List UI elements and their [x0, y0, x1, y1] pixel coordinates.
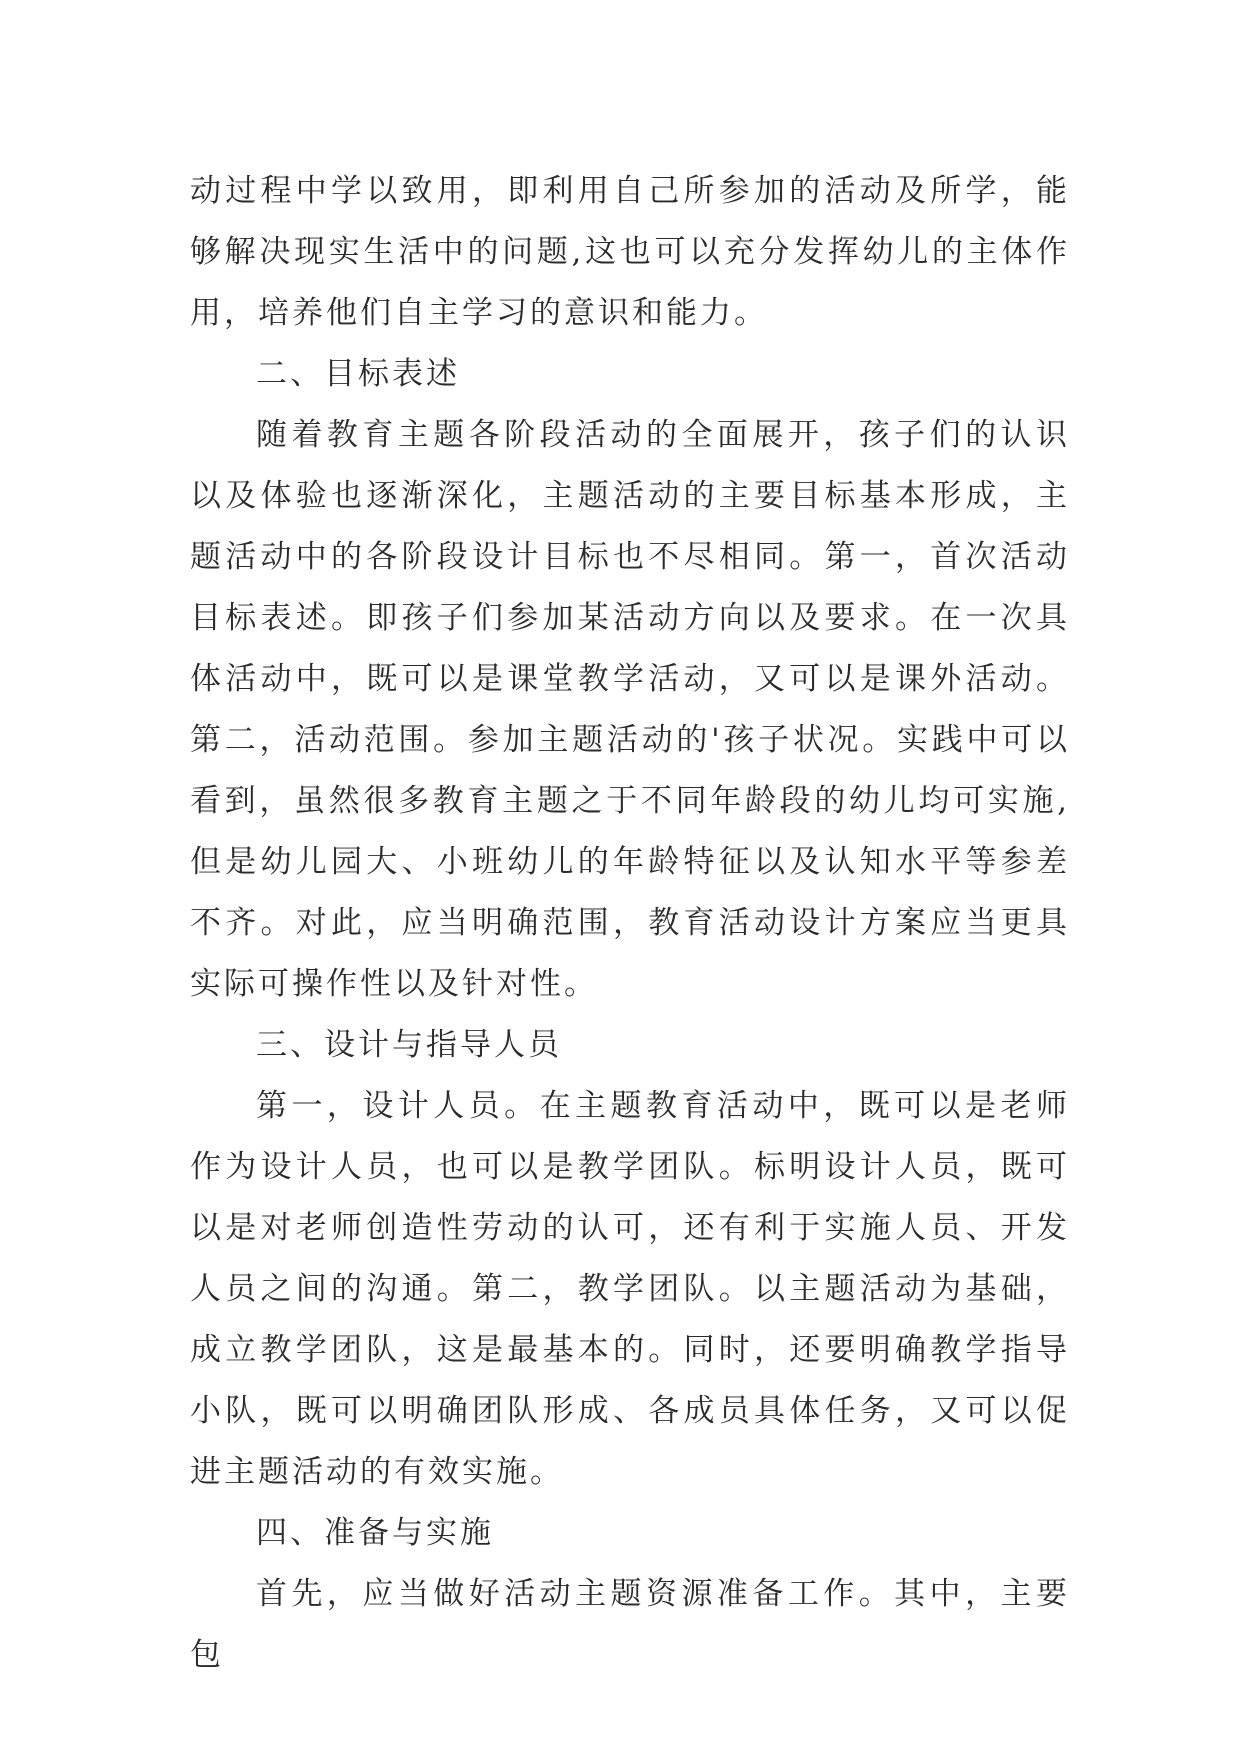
- paragraph-continuation: 动过程中学以致用，即利用自己所参加的活动及所学，能够解决现实生活中的问题,这也可以充分发挥幼儿的主体作用，培养他们自主学习的意识和能力。: [190, 173, 1070, 331]
- paragraph-goals: 随着教育主题各阶段活动的全面展开，孩子们的认识以及体验也逐渐深化，主题活动的主要目标基本形成，主题活动中的各阶段设计目标也不尽相同。第一，首次活动目标表述。即孩子们参加某活动方向以及要求。在一次具体活动中，既可以是课堂教学活动，又可以是课外活动。第二，活动范围。参加主题活动的'孩子状况。实践中可以看到，虽然很多教育主题之于不同年龄段的幼儿均可实施,但是幼儿园大、小班幼儿的年龄特征以及认知水平等参差不齐。对此，应当明确范围，教育活动设计方案应当更具实际可操作性以及针对性。: [190, 417, 1070, 1002]
- document-body: [190, 161, 1070, 1686]
- section-heading-preparation: 四、准备与实施: [256, 1515, 494, 1551]
- paragraph-preparation: 首先，应当做好活动主题资源准备工作。其中，主要包: [190, 1576, 1070, 1673]
- section-heading-goals: 二、目标表述: [256, 356, 460, 392]
- paragraph-designers: 第一，设计人员。在主题教育活动中，既可以是老师作为设计人员，也可以是教学团队。标明设计人员，既可以是对老师创造性劳动的认可，还有利于实施人员、开发人员之间的沟通。第二，教学团队。以主题活动为基础，成立教学团队，这是最基本的。同时，还要明确教学指导小队，既可以明确团队形成、各成员具体任务，又可以促进主题活动的有效实施。: [190, 1088, 1070, 1490]
- section-heading-designers: 三、设计与指导人员: [256, 1027, 562, 1063]
